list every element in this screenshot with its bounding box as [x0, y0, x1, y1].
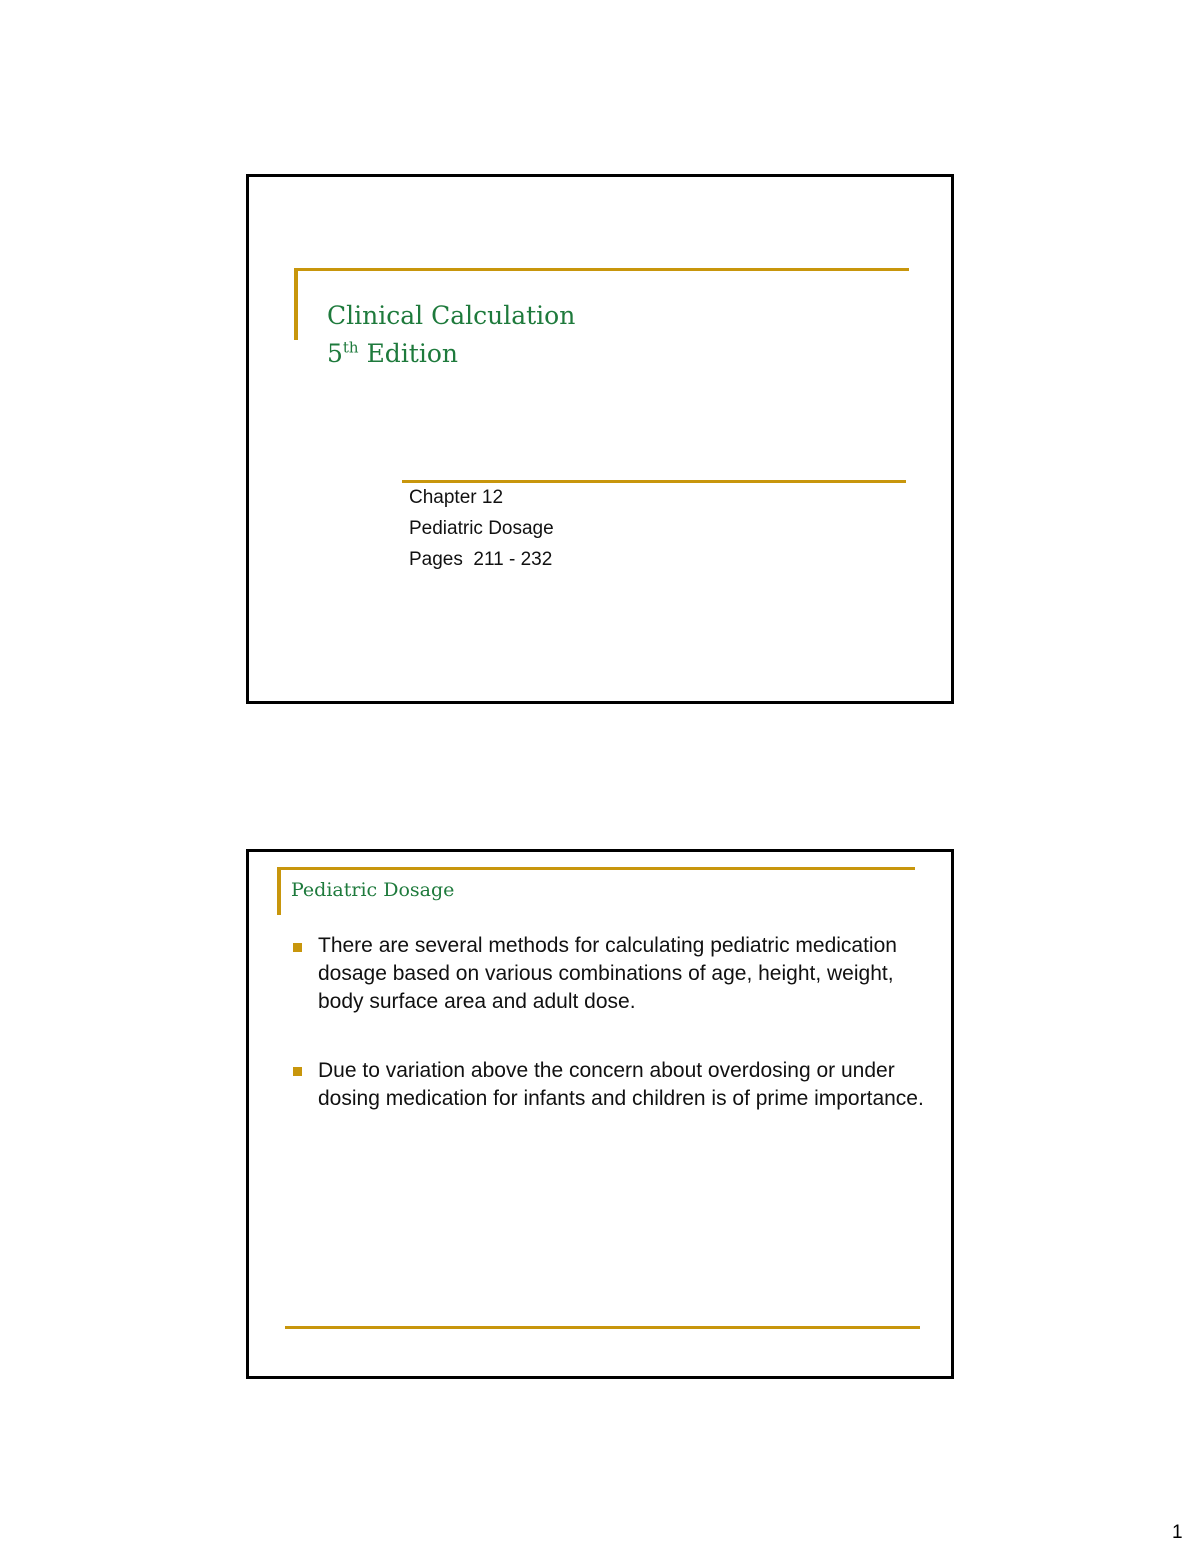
bullet-item: There are several methods for calculating pediatric medication dosage based on various combinations of age, height, weight, body surface area and adult dose. [318, 934, 897, 1013]
edition-suffix: th [342, 338, 359, 357]
bullet-item: Due to variation above the concern about overdosing or under dosing medication for infants and children is of prime importance. [318, 1059, 924, 1110]
footer-accent-line [285, 1326, 920, 1329]
page-number: 1 [1172, 1522, 1183, 1543]
square-bullet-icon [293, 1067, 302, 1076]
subtitle-chapter: Chapter 12 [409, 487, 504, 508]
square-bullet-icon [293, 943, 302, 952]
title-accent-line [277, 867, 915, 870]
slide-title: Clinical Calculation [327, 301, 576, 330]
title-accent-bar [277, 867, 281, 915]
title-accent-line [294, 268, 909, 271]
title-accent-bar [294, 268, 298, 340]
subtitle-topic: Pediatric Dosage [409, 518, 554, 539]
slide-2 [246, 849, 954, 1379]
edition-word: Edition [366, 339, 459, 368]
subtitle-pages: Pages 211 - 232 [409, 549, 553, 570]
slide-1 [246, 174, 954, 704]
subtitle-accent-line [402, 480, 906, 483]
slide-title: Pediatric Dosage [291, 879, 455, 901]
edition-number: 5 [327, 339, 343, 368]
slide-edition [327, 339, 458, 369]
